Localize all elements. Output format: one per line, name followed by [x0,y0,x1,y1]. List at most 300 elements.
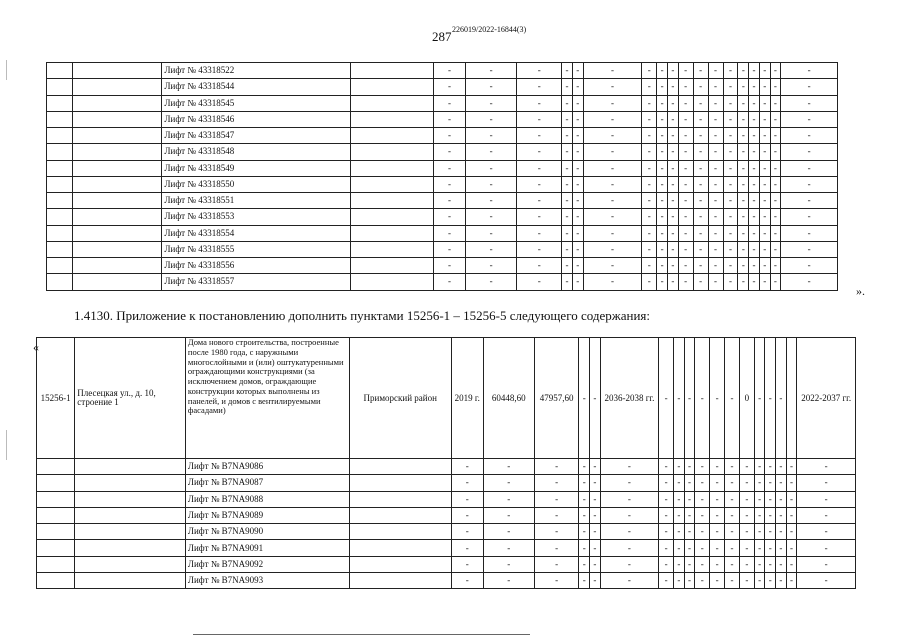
dash-cell: - [781,128,838,144]
dash-cell: - [749,193,760,209]
dash-cell: - [517,225,562,241]
dash-cell: - [583,225,642,241]
dash-cell: - [483,540,534,556]
dash-cell: - [781,274,838,290]
dash-cell: - [667,225,678,241]
dash-cell: - [770,209,781,225]
dash-cell: - [770,63,781,79]
empty-cell [75,573,186,589]
dash-cell: - [465,258,516,274]
dash-cell: - [754,491,765,507]
dash-cell: - [590,338,601,459]
empty-cell [47,144,73,160]
dash-cell: - [786,540,797,556]
dash-cell: - [674,540,685,556]
dash-cell: - [517,193,562,209]
dash-cell: - [723,209,738,225]
dash-cell: - [667,176,678,192]
dash-cell: - [786,491,797,507]
dash-cell: - [754,475,765,491]
empty-cell [75,524,186,540]
dash-cell: - [765,524,776,540]
empty-cell [350,241,433,257]
dash-cell: - [674,573,685,589]
dash-cell: - [786,459,797,475]
dash-cell: - [749,176,760,192]
lift-name: Лифт № B7NA9086 [185,459,349,475]
dash-cell: - [738,274,749,290]
dash-cell: - [776,524,787,540]
dash-cell: - [739,573,754,589]
dash-cell: - [483,507,534,523]
dash-cell: - [749,111,760,127]
dash-cell: - [465,193,516,209]
dash-cell: - [465,160,516,176]
dash-cell: - [642,176,657,192]
area-total-cell: 60448,60 [483,338,534,459]
dash-cell: - [590,491,601,507]
dash-cell: - [451,524,483,540]
empty-cell [349,524,451,540]
empty-cell [75,507,186,523]
dash-cell: - [433,144,465,160]
dash-cell: - [674,491,685,507]
repair-period-cell: 2036-2038 гг. [600,338,659,459]
dash-cell: - [667,95,678,111]
dash-cell: - [562,193,573,209]
dash-cell: - [710,491,725,507]
lift-row [47,209,838,225]
dash-cell: - [517,241,562,257]
dash-cell: - [572,160,583,176]
dash-cell: - [433,241,465,257]
dash-cell: - [483,491,534,507]
dash-cell: - [708,258,723,274]
dash-cell: - [579,507,590,523]
dash-cell: - [749,241,760,257]
document-reference: 226019/2022-16844(3) [452,25,527,34]
year-cell: 2019 г. [451,338,483,459]
dash-cell: - [600,459,659,475]
dash-cell: - [657,193,668,209]
dash-cell: - [562,63,573,79]
dash-cell: - [693,225,708,241]
dash-cell: - [708,144,723,160]
dash-cell: - [776,540,787,556]
dash-cell: - [465,63,516,79]
dash-cell: - [534,573,579,589]
dash-cell: - [684,475,695,491]
dash-cell: - [642,274,657,290]
lift-row [47,128,838,144]
dash-cell: - [754,540,765,556]
dash-cell: - [710,507,725,523]
dash-cell: - [583,160,642,176]
dash-cell: - [517,160,562,176]
dash-cell: - [684,507,695,523]
lift-row [37,507,856,523]
dash-cell: - [659,540,674,556]
empty-cell [350,95,433,111]
dash-cell: - [657,209,668,225]
dash-cell: - [786,524,797,540]
dash-cell: - [600,491,659,507]
dash-cell: - [678,209,693,225]
dash-cell: - [759,176,770,192]
dash-cell: - [776,475,787,491]
dash-cell: - [579,556,590,572]
dash-cell: - [572,176,583,192]
dash-cell: - [749,128,760,144]
dash-cell: - [600,556,659,572]
dash-cell: - [708,274,723,290]
dash-cell: - [667,258,678,274]
lift-name: Лифт № B7NA9093 [185,573,349,589]
empty-cell [75,475,186,491]
dash-cell: - [770,95,781,111]
dash-cell: - [770,128,781,144]
dash-cell: - [708,225,723,241]
dash-cell: - [786,475,797,491]
dash-cell: - [583,193,642,209]
dash-cell: - [695,556,710,572]
empty-cell [350,258,433,274]
lift-name: Лифт № 43318546 [162,111,350,127]
dash-cell: - [723,63,738,79]
empty-cell [47,63,73,79]
empty-cell [350,111,433,127]
dash-cell: - [708,79,723,95]
empty-cell [72,144,162,160]
dash-cell: - [465,225,516,241]
dash-cell: - [759,111,770,127]
dash-cell: - [678,95,693,111]
dash-cell: - [562,144,573,160]
dash-cell: - [776,491,787,507]
dash-cell: - [708,176,723,192]
dash-cell: - [678,258,693,274]
dash-cell: - [738,225,749,241]
dash-cell: - [657,63,668,79]
empty-cell [350,274,433,290]
dash-cell: - [739,475,754,491]
dash-cell: - [708,160,723,176]
dash-cell: - [738,79,749,95]
dash-cell: - [600,475,659,491]
dash-cell: - [693,274,708,290]
dash-cell: - [562,176,573,192]
dash-cell: - [723,193,738,209]
lift-name: Лифт № B7NA9088 [185,491,349,507]
dash-cell: - [534,556,579,572]
dash-cell: - [770,274,781,290]
lift-name: Лифт № B7NA9090 [185,524,349,540]
dash-cell: - [759,258,770,274]
lift-name: Лифт № 43318555 [162,241,350,257]
empty-cell [47,193,73,209]
dash-cell: - [572,144,583,160]
dash-cell: - [781,63,838,79]
dash-cell: - [667,144,678,160]
dash-cell: - [517,258,562,274]
dash-cell: - [657,144,668,160]
empty-cell [47,274,73,290]
dash-cell: - [749,95,760,111]
empty-cell [37,540,75,556]
dash-cell: - [693,95,708,111]
dash-cell: - [579,475,590,491]
dash-cell: - [723,144,738,160]
dash-cell: - [725,507,740,523]
zero-cell: 0 [739,338,754,459]
dash-cell: - [710,540,725,556]
empty-cell [47,176,73,192]
dash-cell: - [562,258,573,274]
dash-cell: - [781,176,838,192]
dash-cell: - [659,556,674,572]
empty-cell [47,241,73,257]
dash-cell: - [770,111,781,127]
dash-cell: - [749,79,760,95]
dash-cell: - [579,491,590,507]
dash-cell: - [781,144,838,160]
dash-cell: - [642,111,657,127]
dash-cell: - [465,79,516,95]
empty-cell [72,209,162,225]
dash-cell: - [770,241,781,257]
dash-cell: - [657,160,668,176]
empty-cell [350,144,433,160]
opening-quote: « [33,340,39,354]
dash-cell: - [657,176,668,192]
dash-cell: - [451,573,483,589]
dash-cell: - [579,459,590,475]
dash-cell: - [738,209,749,225]
dash-cell: - [451,556,483,572]
empty-cell [75,540,186,556]
dash-cell: - [562,225,573,241]
dash-cell: - [786,573,797,589]
district-cell: Приморский район [349,338,451,459]
dash-cell: - [725,459,740,475]
dash-cell: - [765,459,776,475]
dash-cell: - [483,524,534,540]
dash-cell: - [797,524,856,540]
lift-name: Лифт № B7NA9087 [185,475,349,491]
dash-cell: - [433,111,465,127]
dash-cell: - [738,160,749,176]
dash-cell: - [797,475,856,491]
dash-cell: - [781,209,838,225]
lift-row [47,79,838,95]
dash-cell: - [693,193,708,209]
dash-cell: - [770,160,781,176]
dash-cell: - [725,556,740,572]
dash-cell: - [759,79,770,95]
empty-cell [37,573,75,589]
dash-cell: - [674,475,685,491]
dash-cell: - [739,540,754,556]
lift-row [47,258,838,274]
dash-cell: - [797,491,856,507]
dash-cell: - [657,225,668,241]
dash-cell: - [674,556,685,572]
dash-cell: - [781,241,838,257]
lift-name: Лифт № 43318554 [162,225,350,241]
dash-cell: - [642,63,657,79]
dash-cell: - [708,241,723,257]
dash-cell: - [710,556,725,572]
dash-cell: - [770,176,781,192]
dash-cell: - [657,274,668,290]
empty-cell [350,193,433,209]
dash-cell: - [749,274,760,290]
dash-cell: - [667,274,678,290]
lift-row [37,556,856,572]
dash-cell: - [465,144,516,160]
dash-cell: - [583,111,642,127]
dash-cell: - [642,241,657,257]
empty-cell [37,475,75,491]
dash-cell: - [583,144,642,160]
dash-cell: - [723,241,738,257]
dash-cell: - [693,160,708,176]
dash-cell: - [451,507,483,523]
dash-cell: - [642,193,657,209]
dash-cell: - [433,63,465,79]
dash-cell: - [572,225,583,241]
dash-cell: - [572,209,583,225]
dash-cell: - [483,459,534,475]
footer-rule [193,634,530,635]
dash-cell: - [759,209,770,225]
dash-cell: - [579,540,590,556]
dash-cell: - [572,193,583,209]
dash-cell: - [590,459,601,475]
dash-cell: - [433,209,465,225]
dash-cell: - [738,241,749,257]
dash-cell: - [754,524,765,540]
dash-cell: - [583,241,642,257]
dash-cell: - [695,491,710,507]
dash-cell: - [659,491,674,507]
dash-cell: - [562,160,573,176]
dash-cell: - [678,225,693,241]
empty-cell [47,258,73,274]
dash-cell: - [583,258,642,274]
dash-cell: - [759,128,770,144]
dash-cell: - [433,128,465,144]
dash-cell: - [517,176,562,192]
dash-cell: - [738,63,749,79]
address-cell: Плесецкая ул., д. 10, строение 1 [75,338,186,459]
dash-cell: - [754,573,765,589]
dash-cell: - [738,95,749,111]
empty-cell [37,491,75,507]
dash-cell: - [562,79,573,95]
empty-cell [349,507,451,523]
dash-cell: - [674,524,685,540]
dash-cell: - [674,338,685,459]
empty-cell [72,258,162,274]
empty-cell [350,128,433,144]
empty-cell [349,459,451,475]
dash-cell: - [695,507,710,523]
dash-cell: - [562,111,573,127]
dash-cell: - [693,209,708,225]
dash-cell: - [776,338,787,459]
dash-cell: - [693,241,708,257]
dash-cell: - [708,63,723,79]
lift-name: Лифт № B7NA9091 [185,540,349,556]
dash-cell: - [667,160,678,176]
dash-cell: - [657,241,668,257]
lift-row [37,524,856,540]
dash-cell: - [572,111,583,127]
dash-cell: - [433,160,465,176]
dash-cell: - [659,475,674,491]
dash-cell: - [754,507,765,523]
dash-cell: - [786,556,797,572]
empty-cell [47,111,73,127]
dash-cell: - [667,193,678,209]
empty-cell [350,160,433,176]
dash-cell: - [797,573,856,589]
lift-row [37,573,856,589]
row-number: 15256-1 [37,338,75,459]
dash-cell: - [657,79,668,95]
dash-cell: - [776,507,787,523]
dash-cell: - [678,128,693,144]
dash-cell: - [534,507,579,523]
empty-cell [72,274,162,290]
dash-cell: - [667,111,678,127]
dash-cell: - [433,274,465,290]
dash-cell: - [572,79,583,95]
dash-cell: - [517,63,562,79]
dash-cell: - [770,79,781,95]
dash-cell: - [465,128,516,144]
dash-cell: - [517,144,562,160]
dash-cell: - [723,160,738,176]
dash-cell: - [590,540,601,556]
dash-cell: - [583,79,642,95]
dash-cell: - [517,111,562,127]
dash-cell: - [710,459,725,475]
dash-cell: - [572,63,583,79]
empty-cell [350,176,433,192]
empty-cell [37,507,75,523]
dash-cell: - [754,556,765,572]
lift-row [37,459,856,475]
dash-cell: - [534,459,579,475]
dash-cell: - [659,338,674,459]
dash-cell: - [642,225,657,241]
dash-cell: - [433,79,465,95]
lift-name: Лифт № B7NA9089 [185,507,349,523]
lift-row [47,63,838,79]
empty-cell [349,475,451,491]
dash-cell: - [583,274,642,290]
dash-cell: - [723,274,738,290]
dash-cell: - [572,274,583,290]
dash-cell: - [765,475,776,491]
margin-mark [6,60,7,80]
empty-cell [72,241,162,257]
dash-cell: - [710,338,725,459]
dash-cell: - [534,540,579,556]
lift-row [37,491,856,507]
